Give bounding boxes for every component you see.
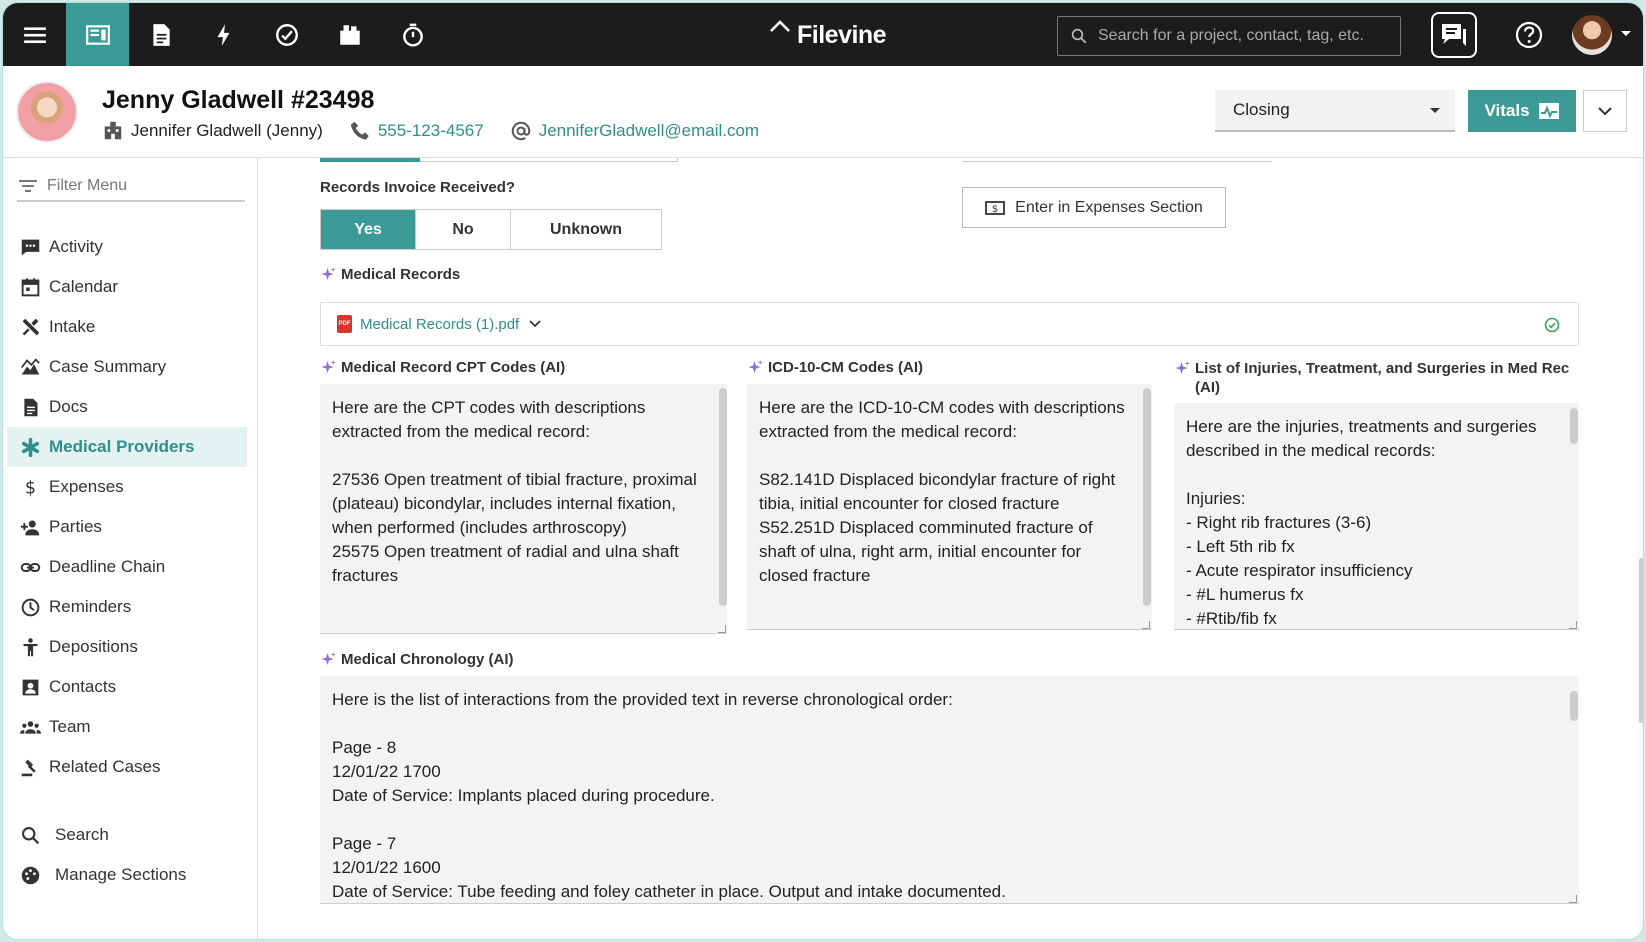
invoice-option-no[interactable]: No [416,210,511,249]
filevine-logo-icon [769,19,791,33]
medical-records-label [320,266,460,283]
icd-codes-textarea[interactable]: Here are the ICD-10-CM codes with descriptions extracted from the medical record: S82.141D Displaced bicondylar fracture of right tibia, initial encounter for closed fracture S52.251D Displaced comminuted fracture of shaft of ulna, right arm, initial encounter for closed fracture [747,384,1152,630]
at-sign-icon [510,120,532,142]
client-avatar [16,81,78,143]
project-meta [102,120,785,142]
ai-sparkle-icon [320,266,337,283]
ai-sparkle-icon [747,359,764,376]
chat-bubbles-icon [1440,22,1468,48]
sidebar-item-related-cases[interactable] [7,747,247,787]
filevine-logo: Filevine [797,21,887,49]
cpt-codes-scrollbar[interactable] [719,388,727,606]
icd-codes-label-text: ICD-10-CM Codes (AI) [768,359,924,376]
sidebar-search-label: Search [55,825,109,844]
filter-placeholder: Filter Menu [47,177,128,194]
sidebar-item-team[interactable] [7,707,247,747]
nav-activity-button[interactable] [192,3,255,66]
hamburger-icon [22,22,48,48]
add-person-icon [20,517,41,538]
global-search-input[interactable] [1057,16,1401,56]
sidebar-item-label: Deadline Chain [49,557,166,576]
sidebar-item-label: Medical Providers [49,437,195,456]
sidebar-item-parties[interactable] [7,507,247,547]
contact-card-icon [20,677,41,698]
chronology-resize-handle[interactable] [1569,895,1577,903]
sidebar-item-label: Expenses [49,477,124,496]
sidebar-item-contacts[interactable] [7,667,247,707]
building-icon [102,120,124,142]
sidebar-item-label: Docs [49,397,88,416]
sidebar-item-label: Intake [49,317,96,336]
invoice-received-label: Records Invoice Received? [320,179,516,196]
svg-text:$: $ [24,478,37,498]
invoice-option-yes[interactable]: Yes [321,210,416,249]
project-header [3,66,1643,158]
phase-value: Closing [1233,100,1290,119]
calendar-icon [20,277,41,298]
check-circle-icon [274,22,300,48]
clock-icon [20,597,41,618]
invoice-option-unknown[interactable]: Unknown [550,220,622,238]
medical-records-label-text: Medical Records [341,266,461,283]
medical-records-file-name[interactable]: Medical Records (1).pdf [360,315,520,333]
sidebar-item-expenses[interactable] [7,467,247,507]
injuries-label [1174,359,1579,397]
phone-icon [349,120,371,142]
nav-timer-button[interactable] [381,3,444,66]
client-email[interactable]: JenniferGladwell@email.com [538,121,760,140]
injuries-textarea[interactable]: Here are the injuries, treatments and surgeries described in the medical records: Injuries: - Right rib fractures (3-6) - Left 5th rib fx - Acute respirator insufficiency - #L humerus fx - #Rtib/fib fx [1174,403,1579,630]
injuries-scrollbar[interactable] [1570,408,1578,444]
chevron-down-icon[interactable] [529,320,541,328]
sidebar-item-label: Activity [49,237,103,256]
sidebar-item-activity[interactable] [7,227,247,267]
summary-icon [20,357,41,378]
cpt-codes-label [320,359,565,376]
money-icon [985,200,1005,216]
sidebar-item-medical-providers[interactable] [7,427,247,467]
sidebar-item-label: Calendar [49,277,118,296]
sidebar-item-label: Parties [49,517,102,536]
cpt-codes-label-text: Medical Record CPT Codes (AI) [341,359,566,376]
gavel-icon [20,757,41,778]
enter-expenses-button[interactable] [962,187,1226,228]
sidebar [3,158,258,940]
hamburger-menu-button[interactable] [3,3,66,66]
vitals-button[interactable] [1468,90,1576,132]
cpt-resize-handle[interactable] [718,625,726,633]
phase-select[interactable] [1215,90,1455,132]
phone-item[interactable] [349,120,484,142]
invoice-received-control[interactable] [320,209,662,250]
chevron-down-icon [1429,107,1441,115]
sidebar-item-case-summary[interactable] [7,347,247,387]
sidebar-item-label: Contacts [49,677,117,696]
header-more-button[interactable] [1583,90,1627,132]
chain-link-icon [20,557,41,578]
nav-projects-button[interactable] [66,3,129,66]
sidebar-item-label: Depositions [49,637,138,656]
ai-sparkle-icon [320,651,337,668]
sidebar-item-reminders[interactable] [7,587,247,627]
sidebar-item-label: Related Cases [49,757,161,776]
icd-codes-label [747,359,923,376]
cpt-codes-textarea[interactable]: Here are the CPT codes with descriptions extracted from the medical record: 27536 Open treatment of tibial fracture, proximal (plateau) bicondylar, includes internal fixation, when performed (includes arthroscopy) 25575 Open treatment of radial and ulna shaft fractures [320,384,727,634]
prev-field [962,158,1272,162]
chronology-label-text: Medical Chronology (AI) [341,651,514,668]
document-icon [20,397,41,418]
document-icon [148,22,174,48]
filter-icon [19,179,37,193]
icd-codes-scrollbar[interactable] [1143,388,1151,606]
client-name-item [102,120,323,142]
svg-text:$: $ [991,203,999,215]
search-icon [20,825,41,846]
chronology-scrollbar[interactable] [1570,691,1578,721]
injuries-label-text: List of Injuries, Treatment, and Surgeries in Med Rec (AI) [1195,360,1570,396]
asterisk-icon [20,437,41,458]
medical-records-file-row[interactable] [320,302,1579,346]
chat-square-icon [20,237,41,258]
sidebar-manage-label: Manage Sections [55,865,187,884]
search-icon [1070,27,1088,45]
nav-files-button[interactable] [318,3,381,66]
client-name: Jennifer Gladwell (Jenny) [131,121,323,140]
nav-documents-button[interactable] [129,3,192,66]
sidebar-item-deadline-chain[interactable] [7,547,247,587]
dollar-icon [20,477,41,498]
page-scrollbar-track[interactable] [1637,158,1644,940]
main-content [259,158,1623,940]
sidebar-item-label: Reminders [49,597,132,616]
vitals-chart-icon [1538,102,1560,120]
stopwatch-icon [400,22,426,48]
vitals-label: Vitals [1484,101,1530,120]
nav-tasks-button[interactable] [255,3,318,66]
prev-segmented-selected [320,158,420,162]
folder-files-icon [337,22,363,48]
search-placeholder: Search for a project, contact, tag, etc. [1098,27,1364,44]
chronology-textarea[interactable]: Here is the list of interactions from the provided text in reverse chronological order: Page - 8 12/01/22 1700 Date of Service: Implants placed during procedure. Page - 7 12/01/22 1600 Date of Service: Tube feeding and foley catheter in place. Output and intake documented. [320,676,1579,904]
sidebar-item-depositions[interactable] [7,627,247,667]
sidebar-item-calendar[interactable] [7,267,247,307]
sidebar-item-label: Team [49,717,91,736]
sidebar-item-intake[interactable] [7,307,247,347]
app-window [2,2,1644,940]
pdf-file-icon: PDF [337,315,352,333]
page-scrollbar-thumb[interactable] [1639,558,1644,723]
injuries-resize-handle[interactable] [1569,621,1577,629]
tools-icon [20,317,41,338]
chevron-down-icon[interactable] [1620,30,1632,38]
palette-icon [20,865,41,886]
ai-sparkle-icon [1174,360,1191,377]
project-title: Jenny Gladwell #23498 [102,86,375,114]
client-phone[interactable]: 555-123-4567 [377,121,484,140]
sidebar-item-label: Case Summary [49,357,167,376]
ai-sparkle-icon [320,359,337,376]
user-avatar[interactable] [1572,15,1612,55]
person-standing-icon [20,637,41,658]
lightning-icon [211,22,237,48]
chronology-label [320,651,514,668]
help-icon[interactable] [1514,20,1544,50]
messages-button[interactable] [1431,12,1477,58]
sidebar-manage-sections[interactable] [7,855,247,895]
sidebar-search[interactable] [7,815,247,855]
top-nav [3,3,1643,66]
chevron-down-icon [1598,107,1612,116]
enter-expenses-label: Enter in Expenses Section [1015,198,1203,216]
dashboard-icon [85,22,111,48]
filter-menu-input[interactable] [17,172,245,202]
team-icon [20,717,41,738]
sidebar-item-docs[interactable] [7,387,247,427]
check-circle-icon [1544,317,1560,333]
email-item[interactable] [510,120,759,142]
icd-resize-handle[interactable] [1142,621,1150,629]
